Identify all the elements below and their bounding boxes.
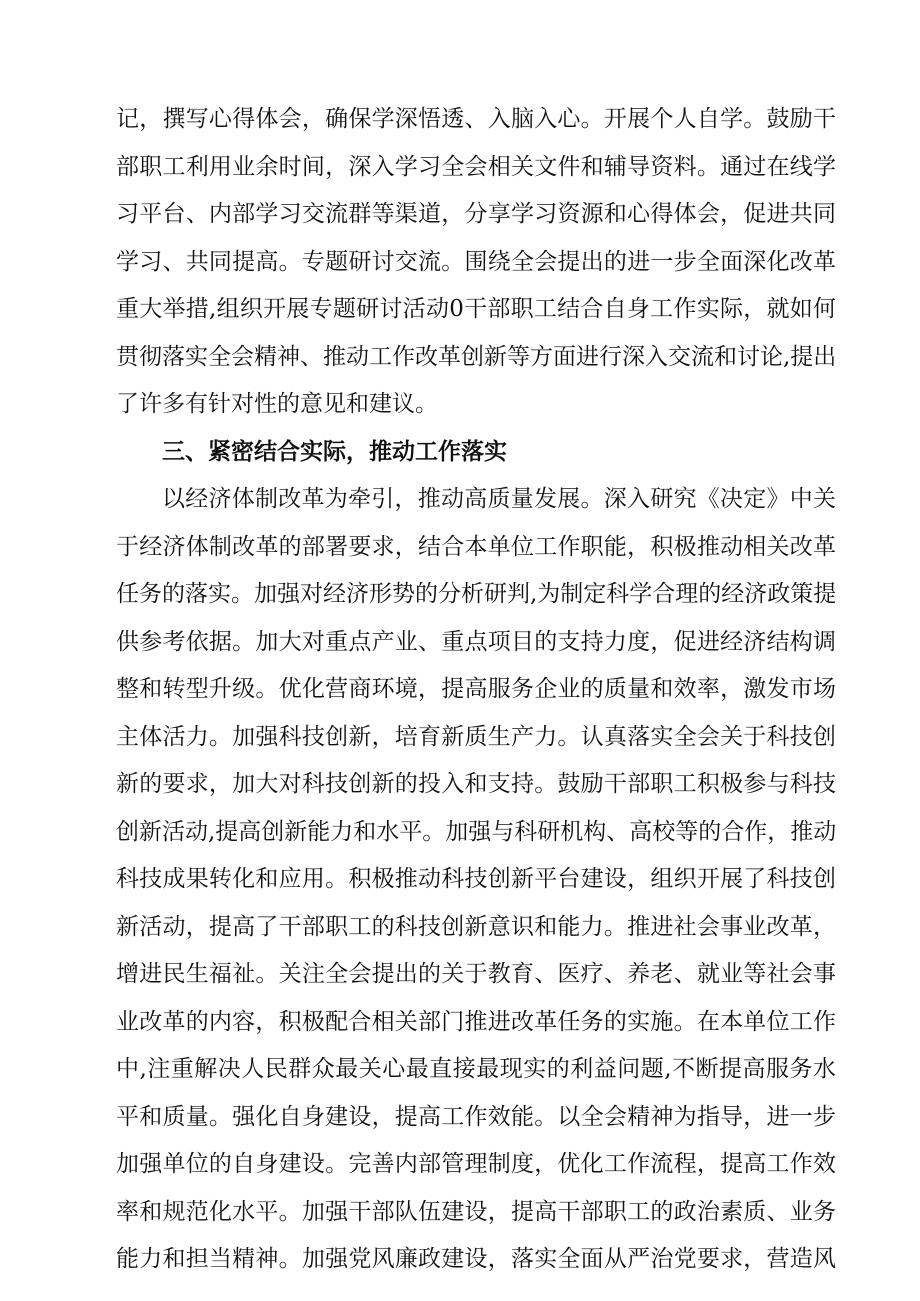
section-heading: 三、紧密结合实际，推动工作落实 <box>162 438 507 465</box>
text-line: 部职工利用业余时间，深入学习全会相关文件和辅导资料。通过在线学 <box>116 153 836 180</box>
text-line: 新的要求，加大对科技创新的投入和支持。鼓励干部职工积极参与科技 <box>116 771 836 797</box>
text-line: 新活动，提高了干部职工的科技创新意识和能力。推进社会事业改革， <box>116 913 836 940</box>
text-line: 供参考依据。加大对重点产业、重点项目的支持力度，促进经济结构调 <box>116 628 836 655</box>
text-line: 创新活动,提高创新能力和水平。加强与科研机构、高校等的合作，推动 <box>116 818 836 845</box>
text-line: 任务的落实。加强对经济形势的分析研判,为制定科学合理的经济政策提 <box>116 581 836 607</box>
paragraph-2 <box>116 476 836 1284</box>
text-line: 于经济体制改革的部署要求，结合本单位工作职能，积极推动相关改革 <box>116 533 836 560</box>
text-line: 记，撰写心得体会，确保学深悟透、入脑入心。开展个人自学。鼓励干 <box>116 106 836 132</box>
text-line: 能力和担当精神。加强党风廉政建设，落实全面从严治党要求，营造风 <box>116 1246 836 1272</box>
text-line: 学习、共同提高。专题研讨交流。围绕全会提出的进一步全面深化改革 <box>116 248 836 275</box>
text-line: 习平台、内部学习交流群等渠道，分享学习资源和心得体会，促进共同 <box>116 201 836 227</box>
text-line: 率和规范化水平。加强干部队伍建设，提高干部职工的政治素质、业务 <box>116 1198 836 1225</box>
text-line: 主体活力。加强科技创新，培育新质生产力。认真落实全会关于科技创 <box>116 723 836 750</box>
text-line: 重大举措,组织开展专题研讨活动0干部职工结合自身工作实际，就如何 <box>116 296 836 322</box>
text-line: 加强单位的自身建设。完善内部管理制度，优化工作流程，提高工作效 <box>116 1151 836 1177</box>
paragraph-1 <box>116 96 836 429</box>
text-line: 科技成果转化和应用。积极推动科技创新平台建设，组织开展了科技创 <box>116 866 836 892</box>
text-line: 业改革的内容，积极配合相关部门推进改革任务的实施。在本单位工作 <box>116 1008 836 1035</box>
text-line: 整和转型升级。优化营商环境，提高服务企业的质量和效率，激发市场 <box>116 676 836 702</box>
text-line: 贯彻落实全会精神、推动工作改革创新等方面进行深入交流和讨论,提出 <box>116 343 836 370</box>
text-line: 了许多有针对性的意见和建议。 <box>116 391 438 417</box>
text-line: 以经济体制改革为牵引，推动高质量发展。深入研究《决定》中关 <box>162 486 836 512</box>
body-text <box>116 96 836 1284</box>
text-line: 中,注重解决人民群众最关心最直接最现实的利益问题,不断提高服务水 <box>116 1056 836 1082</box>
text-line: 平和质量。强化自身建设，提高工作效能。以全会精神为指导，进一步 <box>116 1103 836 1130</box>
text-line: 增进民生福祉。关注全会提出的关于教育、医疗、养老、就业等社会事 <box>116 961 836 987</box>
